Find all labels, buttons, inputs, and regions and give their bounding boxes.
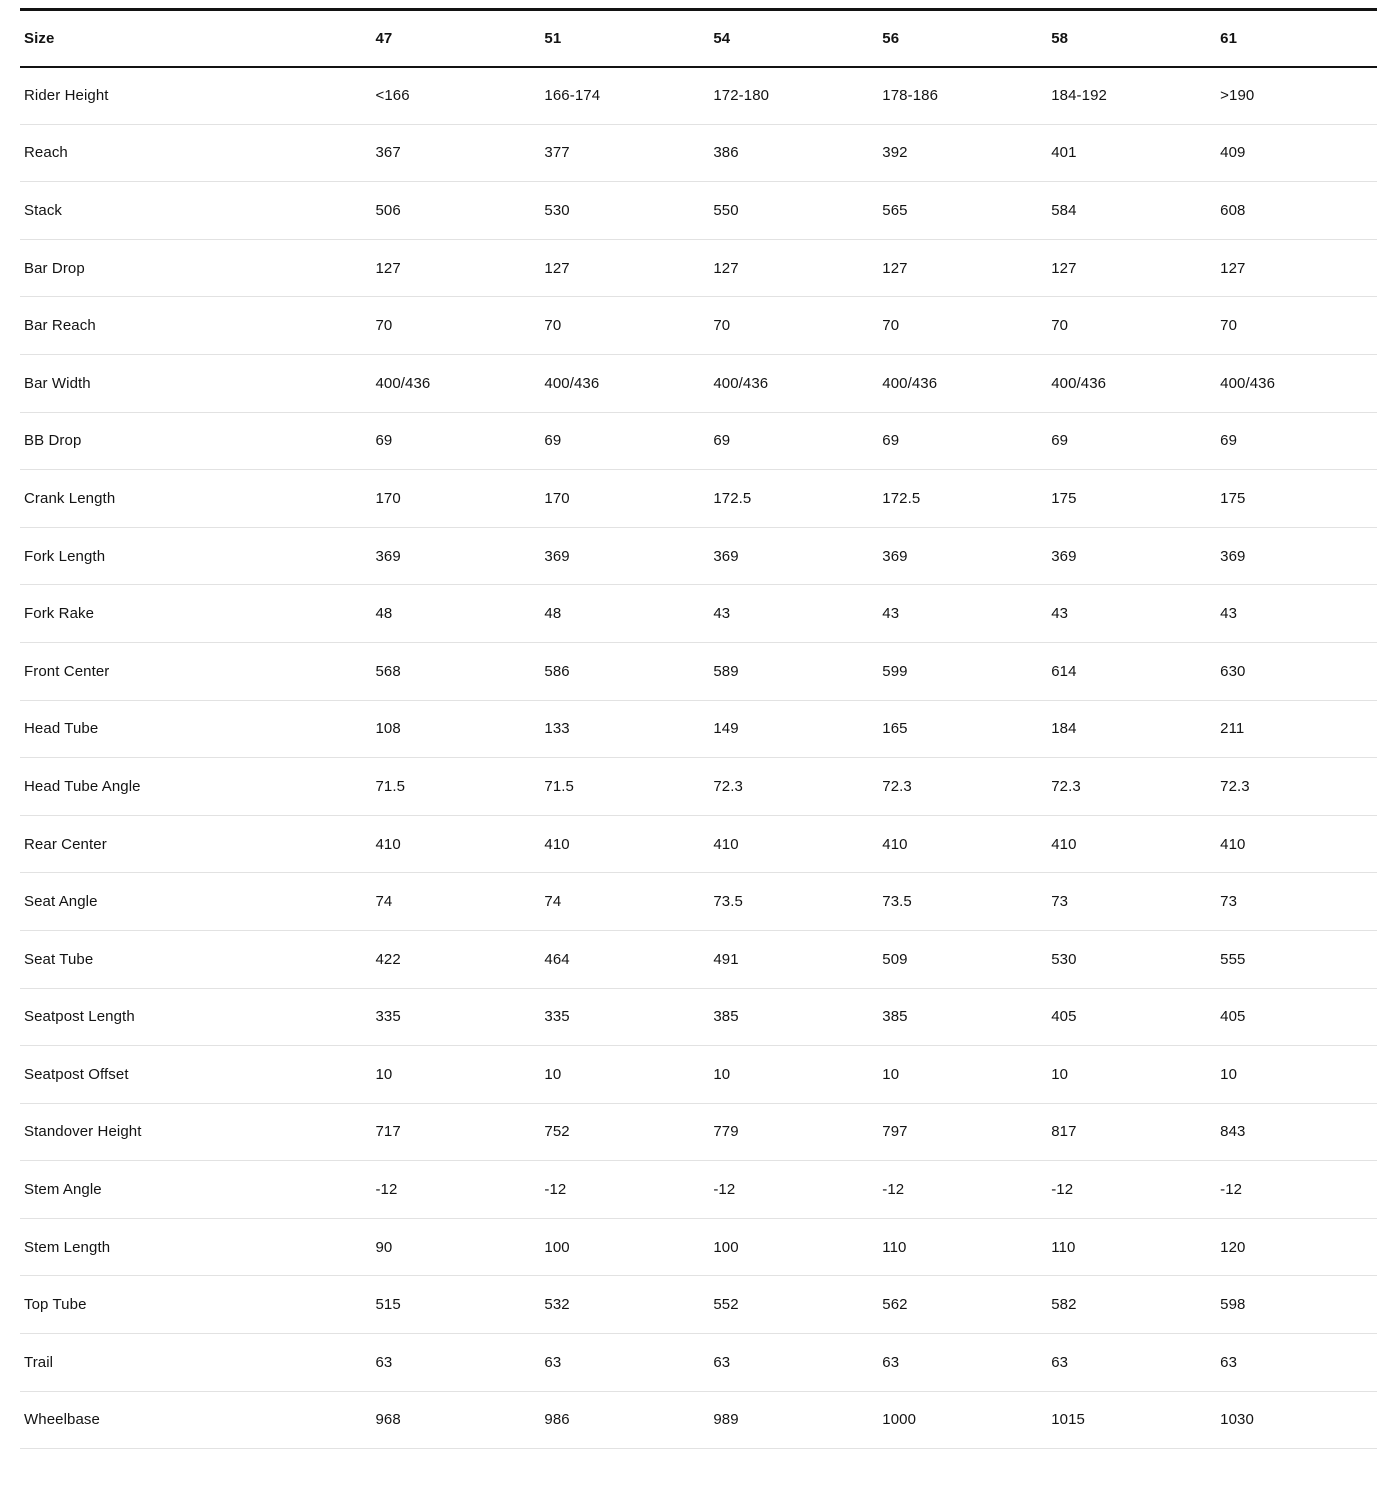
spec-row: [20, 642, 1377, 700]
spec-row: [20, 585, 1377, 643]
spec-value: 127: [371, 239, 540, 297]
spec-value: 367: [371, 124, 540, 182]
spec-value: 400/436: [1047, 354, 1216, 412]
spec-row: [20, 1276, 1377, 1334]
spec-value: 986: [540, 1391, 709, 1449]
spec-value: 172.5: [709, 470, 878, 528]
spec-value: 69: [540, 412, 709, 470]
spec-value: 73.5: [709, 873, 878, 931]
spec-value: 779: [709, 1103, 878, 1161]
spec-row: [20, 239, 1377, 297]
column-header-size: 58: [1047, 10, 1216, 67]
column-header-size: 56: [878, 10, 1047, 67]
spec-value: 110: [878, 1218, 1047, 1276]
spec-value: 10: [1216, 1046, 1377, 1104]
column-header-size: 47: [371, 10, 540, 67]
spec-row: [20, 527, 1377, 585]
spec-row: [20, 1391, 1377, 1449]
spec-value: 369: [878, 527, 1047, 585]
spec-row: [20, 1161, 1377, 1219]
spec-value: 43: [1047, 585, 1216, 643]
spec-row: [20, 354, 1377, 412]
spec-value: 410: [540, 815, 709, 873]
spec-value: 73: [1216, 873, 1377, 931]
spec-label: Seat Angle: [20, 873, 371, 931]
spec-value: 400/436: [371, 354, 540, 412]
spec-value: 405: [1047, 988, 1216, 1046]
spec-value: 968: [371, 1391, 540, 1449]
spec-value: 48: [371, 585, 540, 643]
spec-label: Head Tube: [20, 700, 371, 758]
spec-value: 10: [540, 1046, 709, 1104]
spec-label: Standover Height: [20, 1103, 371, 1161]
spec-value: 166-174: [540, 67, 709, 125]
spec-label: Trail: [20, 1334, 371, 1392]
spec-value: 149: [709, 700, 878, 758]
spec-value: -12: [540, 1161, 709, 1219]
spec-value: 69: [1216, 412, 1377, 470]
spec-label: Bar Width: [20, 354, 371, 412]
spec-label: Seatpost Length: [20, 988, 371, 1046]
spec-value: 530: [1047, 930, 1216, 988]
spec-value: 43: [709, 585, 878, 643]
spec-label: Reach: [20, 124, 371, 182]
spec-value: 10: [709, 1046, 878, 1104]
spec-value: 71.5: [540, 758, 709, 816]
spec-label: Stem Angle: [20, 1161, 371, 1219]
spec-value: 843: [1216, 1103, 1377, 1161]
spec-value: 127: [1047, 239, 1216, 297]
column-header-size: 51: [540, 10, 709, 67]
spec-label: Rider Height: [20, 67, 371, 125]
spec-value: 127: [709, 239, 878, 297]
spec-value: -12: [1047, 1161, 1216, 1219]
spec-value: 100: [709, 1218, 878, 1276]
spec-value: 70: [371, 297, 540, 355]
spec-value: 586: [540, 642, 709, 700]
spec-value: 74: [540, 873, 709, 931]
spec-row: [20, 1103, 1377, 1161]
spec-value: 10: [371, 1046, 540, 1104]
spec-row: [20, 1218, 1377, 1276]
spec-value: 369: [371, 527, 540, 585]
spec-value: 401: [1047, 124, 1216, 182]
spec-value: 369: [709, 527, 878, 585]
spec-value: 400/436: [878, 354, 1047, 412]
spec-value: 464: [540, 930, 709, 988]
spec-value: 385: [709, 988, 878, 1046]
spec-row: [20, 297, 1377, 355]
spec-value: 72.3: [1047, 758, 1216, 816]
table-header-row: [20, 10, 1377, 67]
spec-value: 127: [878, 239, 1047, 297]
spec-value: 43: [878, 585, 1047, 643]
spec-value: 400/436: [709, 354, 878, 412]
spec-label: Stack: [20, 182, 371, 240]
spec-value: 63: [1047, 1334, 1216, 1392]
spec-row: [20, 815, 1377, 873]
spec-value: 1030: [1216, 1391, 1377, 1449]
spec-value: 377: [540, 124, 709, 182]
spec-value: 491: [709, 930, 878, 988]
spec-value: 817: [1047, 1103, 1216, 1161]
spec-row: [20, 124, 1377, 182]
spec-value: 589: [709, 642, 878, 700]
spec-label: Head Tube Angle: [20, 758, 371, 816]
spec-value: 555: [1216, 930, 1377, 988]
spec-row: [20, 758, 1377, 816]
spec-row: [20, 1046, 1377, 1104]
spec-value: 172.5: [878, 470, 1047, 528]
spec-value: 100: [540, 1218, 709, 1276]
spec-value: 400/436: [1216, 354, 1377, 412]
spec-value: 405: [1216, 988, 1377, 1046]
spec-label: Stem Length: [20, 1218, 371, 1276]
spec-value: 369: [540, 527, 709, 585]
spec-value: -12: [878, 1161, 1047, 1219]
spec-value: 69: [878, 412, 1047, 470]
spec-value: 48: [540, 585, 709, 643]
spec-value: 70: [709, 297, 878, 355]
spec-value: 335: [371, 988, 540, 1046]
spec-value: 70: [1216, 297, 1377, 355]
spec-row: [20, 873, 1377, 931]
spec-value: 175: [1216, 470, 1377, 528]
spec-value: 178-186: [878, 67, 1047, 125]
table-body: [20, 67, 1377, 1449]
spec-row: [20, 470, 1377, 528]
spec-value: 410: [371, 815, 540, 873]
spec-value: 515: [371, 1276, 540, 1334]
size-header-label: Size: [20, 10, 371, 67]
spec-value: 63: [540, 1334, 709, 1392]
spec-label: Crank Length: [20, 470, 371, 528]
spec-value: 120: [1216, 1218, 1377, 1276]
spec-label: Rear Center: [20, 815, 371, 873]
spec-value: <166: [371, 67, 540, 125]
spec-value: 797: [878, 1103, 1047, 1161]
spec-value: 127: [1216, 239, 1377, 297]
spec-value: 385: [878, 988, 1047, 1046]
spec-label: Fork Length: [20, 527, 371, 585]
spec-value: 184-192: [1047, 67, 1216, 125]
spec-value: -12: [1216, 1161, 1377, 1219]
spec-row: [20, 930, 1377, 988]
spec-value: 72.3: [709, 758, 878, 816]
spec-value: 170: [371, 470, 540, 528]
spec-value: 506: [371, 182, 540, 240]
spec-value: 90: [371, 1218, 540, 1276]
spec-value: 568: [371, 642, 540, 700]
spec-value: 410: [878, 815, 1047, 873]
spec-row: [20, 67, 1377, 125]
spec-value: 410: [1216, 815, 1377, 873]
spec-value: 63: [709, 1334, 878, 1392]
spec-value: 10: [1047, 1046, 1216, 1104]
spec-value: 530: [540, 182, 709, 240]
spec-value: 410: [1047, 815, 1216, 873]
spec-value: 172-180: [709, 67, 878, 125]
spec-row: [20, 412, 1377, 470]
spec-value: 72.3: [1216, 758, 1377, 816]
spec-value: 69: [371, 412, 540, 470]
spec-value: 211: [1216, 700, 1377, 758]
spec-label: Wheelbase: [20, 1391, 371, 1449]
spec-value: -12: [709, 1161, 878, 1219]
spec-value: 335: [540, 988, 709, 1046]
spec-value: 400/436: [540, 354, 709, 412]
spec-value: 71.5: [371, 758, 540, 816]
spec-value: 127: [540, 239, 709, 297]
geometry-size-table: [20, 8, 1377, 1449]
spec-value: 608: [1216, 182, 1377, 240]
spec-label: Top Tube: [20, 1276, 371, 1334]
spec-value: 369: [1047, 527, 1216, 585]
spec-label: Seat Tube: [20, 930, 371, 988]
spec-value: 63: [1216, 1334, 1377, 1392]
column-header-size: 54: [709, 10, 878, 67]
spec-value: 170: [540, 470, 709, 528]
spec-value: 70: [878, 297, 1047, 355]
spec-value: 409: [1216, 124, 1377, 182]
spec-value: -12: [371, 1161, 540, 1219]
spec-value: 70: [540, 297, 709, 355]
spec-value: 509: [878, 930, 1047, 988]
spec-value: 422: [371, 930, 540, 988]
spec-value: 110: [1047, 1218, 1216, 1276]
spec-value: 614: [1047, 642, 1216, 700]
spec-value: 69: [1047, 412, 1216, 470]
spec-value: 69: [709, 412, 878, 470]
spec-row: [20, 988, 1377, 1046]
spec-label: Front Center: [20, 642, 371, 700]
spec-value: 1015: [1047, 1391, 1216, 1449]
spec-value: 70: [1047, 297, 1216, 355]
spec-label: BB Drop: [20, 412, 371, 470]
spec-row: [20, 700, 1377, 758]
spec-value: 72.3: [878, 758, 1047, 816]
spec-value: 717: [371, 1103, 540, 1161]
spec-value: 582: [1047, 1276, 1216, 1334]
spec-value: 133: [540, 700, 709, 758]
spec-value: 63: [878, 1334, 1047, 1392]
spec-value: 1000: [878, 1391, 1047, 1449]
spec-value: 392: [878, 124, 1047, 182]
spec-row: [20, 1334, 1377, 1392]
spec-value: 184: [1047, 700, 1216, 758]
spec-value: 630: [1216, 642, 1377, 700]
spec-label: Seatpost Offset: [20, 1046, 371, 1104]
spec-value: 43: [1216, 585, 1377, 643]
spec-value: 752: [540, 1103, 709, 1161]
spec-value: 410: [709, 815, 878, 873]
spec-value: 108: [371, 700, 540, 758]
spec-label: Bar Reach: [20, 297, 371, 355]
spec-value: 10: [878, 1046, 1047, 1104]
column-header-size: 61: [1216, 10, 1377, 67]
spec-value: 552: [709, 1276, 878, 1334]
spec-value: 599: [878, 642, 1047, 700]
spec-value: 175: [1047, 470, 1216, 528]
spec-value: 74: [371, 873, 540, 931]
spec-value: 73.5: [878, 873, 1047, 931]
spec-value: 165: [878, 700, 1047, 758]
spec-row: [20, 182, 1377, 240]
spec-value: 386: [709, 124, 878, 182]
spec-value: 989: [709, 1391, 878, 1449]
spec-value: 532: [540, 1276, 709, 1334]
spec-value: 565: [878, 182, 1047, 240]
spec-label: Fork Rake: [20, 585, 371, 643]
spec-value: 562: [878, 1276, 1047, 1334]
spec-value: 63: [371, 1334, 540, 1392]
spec-value: >190: [1216, 67, 1377, 125]
spec-value: 584: [1047, 182, 1216, 240]
spec-value: 598: [1216, 1276, 1377, 1334]
spec-value: 369: [1216, 527, 1377, 585]
spec-label: Bar Drop: [20, 239, 371, 297]
spec-value: 550: [709, 182, 878, 240]
spec-value: 73: [1047, 873, 1216, 931]
